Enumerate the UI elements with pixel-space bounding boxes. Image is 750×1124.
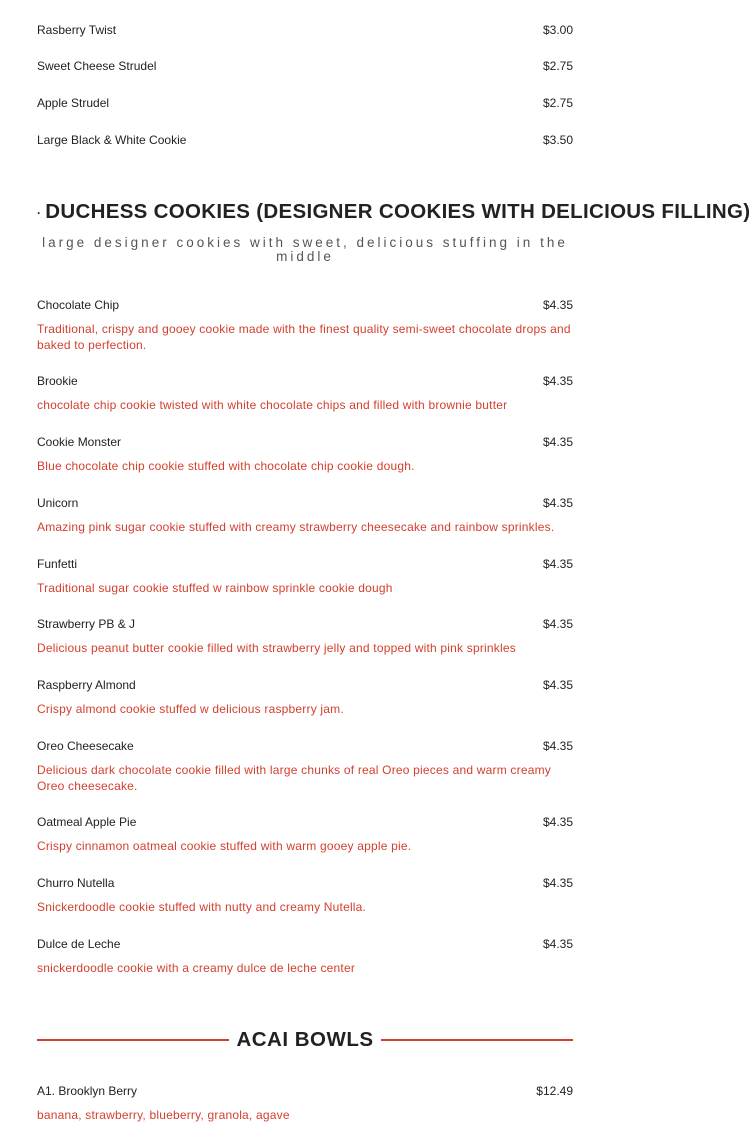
item-price: $3.50 bbox=[542, 133, 573, 147]
item-description: Blue chocolate chip cookie stuffed with chocolate chip cookie dough. bbox=[37, 459, 415, 473]
item-price: $4.35 bbox=[542, 298, 573, 312]
item-description: Delicious dark chocolate cookie filled with large chunks of real Oreo pieces and warm creamy Oreo cheesecake. bbox=[37, 763, 551, 793]
item-name: Chocolate Chip bbox=[37, 298, 120, 312]
item-name: Oreo Cheesecake bbox=[37, 739, 134, 753]
item-price: $4.35 bbox=[542, 739, 573, 753]
item-description: Snickerdoodle cookie stuffed with nutty and creamy Nutella. bbox=[37, 900, 367, 914]
item-price: $4.35 bbox=[542, 496, 573, 510]
item-name: Oatmeal Apple Pie bbox=[37, 815, 137, 829]
item-description: Delicious peanut butter cookie filled with strawberry jelly and topped with pink sprinkles bbox=[37, 641, 516, 655]
item-name: Funfetti bbox=[37, 557, 78, 571]
item-description: chocolate chip cookie twisted with white chocolate chips and filled with brownie butter bbox=[37, 398, 508, 412]
item-name: Unicorn bbox=[37, 496, 79, 510]
item-name: Dulce de Leche bbox=[37, 937, 121, 951]
heading-rule-right bbox=[381, 1039, 573, 1041]
item-price: $2.75 bbox=[542, 96, 573, 110]
item-name: Strawberry PB & J bbox=[37, 617, 136, 631]
section-title bbox=[37, 200, 750, 224]
item-description: snickerdoodle cookie with a creamy dulce de leche center bbox=[37, 961, 356, 975]
item-name: Brookie bbox=[37, 374, 78, 388]
item-name: Rasberry Twist bbox=[37, 23, 117, 37]
item-description: banana, strawberry, blueberry, granola, agave bbox=[37, 1108, 290, 1122]
item-name: Sweet Cheese Strudel bbox=[37, 59, 157, 73]
heading-rule-left bbox=[37, 1039, 229, 1041]
item-description: Crispy cinnamon oatmeal cookie stuffed with warm gooey apple pie. bbox=[37, 839, 412, 853]
item-price: $2.75 bbox=[542, 59, 573, 73]
item-price: $4.35 bbox=[542, 876, 573, 890]
section-title: ACAI BOWLS bbox=[236, 1028, 374, 1051]
item-name: Churro Nutella bbox=[37, 876, 115, 890]
item-price: $12.49 bbox=[536, 1084, 573, 1098]
section-subtitle: large designer cookies with sweet, delicious stuffing in the middle bbox=[42, 235, 568, 264]
section-heading bbox=[37, 1026, 573, 1054]
item-description: Traditional, crispy and gooey cookie made with the finest quality semi-sweet chocolate drops and baked to perfection. bbox=[37, 322, 571, 352]
item-price: $3.00 bbox=[542, 23, 573, 37]
item-name: Apple Strudel bbox=[37, 96, 110, 110]
item-description: Amazing pink sugar cookie stuffed with creamy strawberry cheesecake and rainbow sprinkles. bbox=[37, 520, 555, 534]
bullet-dot-icon: · bbox=[37, 205, 42, 220]
item-price: $4.35 bbox=[542, 557, 573, 571]
item-description: Traditional sugar cookie stuffed w rainbow sprinkle cookie dough bbox=[37, 581, 393, 595]
item-description: Crispy almond cookie stuffed w delicious raspberry jam. bbox=[37, 702, 344, 716]
item-price: $4.35 bbox=[542, 617, 573, 631]
section-title-text: DUCHESS COOKIES (DESIGNER COOKIES WITH DELICIOUS FILLING) bbox=[45, 200, 750, 223]
item-price: $4.35 bbox=[542, 374, 573, 388]
item-name: Raspberry Almond bbox=[37, 678, 136, 692]
item-name: Large Black & White Cookie bbox=[37, 133, 187, 147]
item-price: $4.35 bbox=[542, 678, 573, 692]
item-price: $4.35 bbox=[542, 815, 573, 829]
item-price: $4.35 bbox=[542, 937, 573, 951]
item-price: $4.35 bbox=[542, 435, 573, 449]
item-name: A1. Brooklyn Berry bbox=[37, 1084, 138, 1098]
item-name: Cookie Monster bbox=[37, 435, 122, 449]
